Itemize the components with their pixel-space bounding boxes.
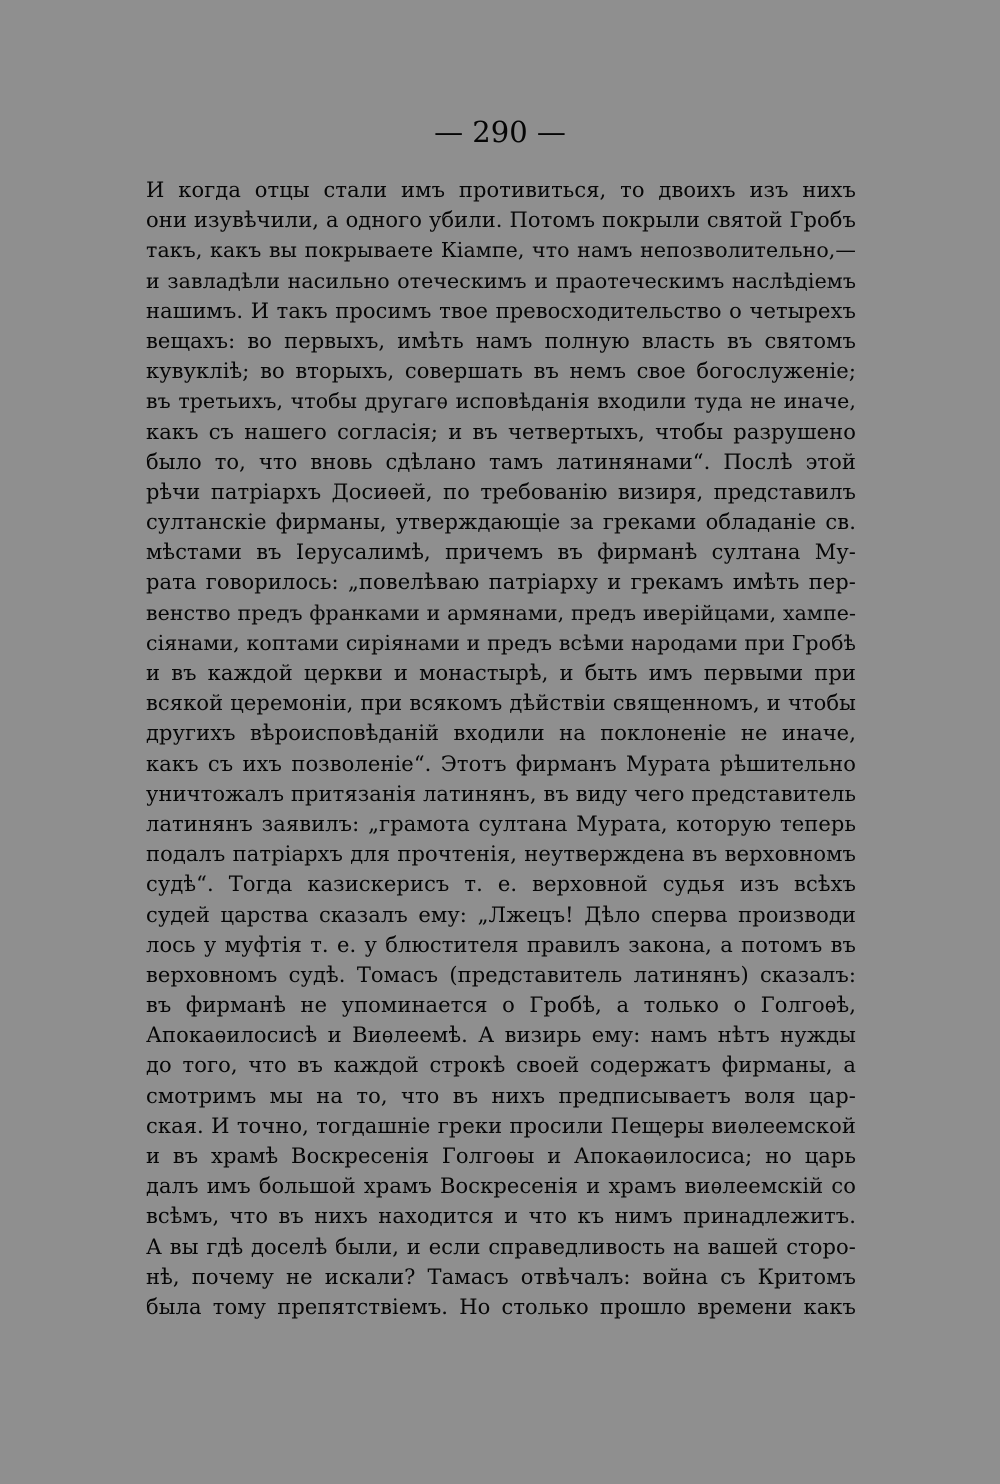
- text-line: Апокаѳилосисѣ и Виѳлеемѣ. А визирь ему: намъ нѣтъ нужды: [146, 1023, 856, 1048]
- text-line: была тому препятствіемъ. Но столько прошло времени какъ: [146, 1294, 856, 1319]
- text-line: султанскіе фирманы, утверждающіе за греками обладаніе св.: [146, 510, 856, 535]
- text-line: И когда отцы стали имъ противиться, то двоихъ изъ нихъ: [146, 178, 856, 202]
- text-line: мѣстами въ Іерусалимѣ, причемъ въ фирманѣ султана Му-: [146, 540, 856, 565]
- text-line: и въ храмѣ Воскресенія Голгоѳы и Апокаѳилосиса; но царь: [146, 1144, 856, 1168]
- text-line: далъ имъ большой храмъ Воскресенія и храмъ виѳлеемскій со: [146, 1174, 856, 1199]
- text-line: и въ каждой церкви и монастырѣ, и быть имъ первыми при: [146, 661, 856, 685]
- text-line: другихъ вѣроисповѣданій входили на поклоненіе не иначе,: [146, 721, 856, 746]
- text-line: рѣчи патріархъ Досиѳей, по требованію визиря, представилъ: [146, 479, 856, 504]
- text-line: сіянами, коптами сиріянами и предъ всѣми народами при Гробѣ: [146, 630, 856, 655]
- text-line: всѣмъ, что въ нихъ находится и что къ нимъ принадлежитъ.: [146, 1204, 856, 1229]
- text-line: кувуклiѣ; во вторыхъ, совершать въ немъ свое богослуженіе;: [146, 359, 856, 384]
- body-text: [146, 175, 856, 1322]
- text-line: верховномъ судѣ. Томасъ (представитель латинянъ) сказалъ:: [146, 962, 856, 987]
- text-line: нашимъ. И такъ просимъ твое превосходительство о четырехъ: [146, 298, 856, 323]
- text-line: всякой церемоніи, при всякомъ дѣйствіи священномъ, и чтобы: [146, 691, 856, 716]
- text-line: и завладѣли насильно отеческимъ и праотеческимъ наслѣдіемъ: [146, 268, 856, 293]
- text-line: лось у муфтія т. е. у блюстителя правилъ закона, а потомъ въ: [146, 932, 856, 957]
- text-line: судей царства сказалъ ему: „Лжецъ! Дѣло сперва производи: [146, 902, 856, 927]
- text-line: въ третьихъ, чтобы другагѳ исповѣданія входили туда не иначе,: [146, 389, 856, 414]
- text-line: ская. И точно, тогдашніе греки просили Пещеры виѳлеемской: [146, 1113, 856, 1138]
- text-line: въ фирманѣ не упоминается о Гробѣ, а только о Голгоѳѣ,: [146, 993, 856, 1018]
- text-line: подалъ патріархъ для прочтенія, неутверждена въ верховномъ: [146, 842, 856, 867]
- text-line: латинянъ заявилъ: „грамота султана Мурата, которую теперь: [146, 811, 856, 836]
- text-line: судѣ“. Тогда казискерисъ т. е. верховной судья изъ всѣхъ: [146, 872, 856, 897]
- text-line: до того, что въ каждой строкѣ своей содержатъ фирманы, а: [146, 1053, 856, 1078]
- text-line: А вы гдѣ доселѣ были, и если справедливость на вашей сторо-: [146, 1234, 856, 1259]
- text-line: нѣ, почему не искали? Тамасъ отвѣчалъ: война съ Критомъ: [146, 1264, 856, 1289]
- text-line: какъ съ нашего согласія; и въ четвертыхъ, чтобы разрушено: [146, 419, 856, 444]
- text-line: вещахъ: во первыхъ, имѣть намъ полную власть въ святомъ: [146, 328, 856, 353]
- text-line: было то, что вновь сдѣлано тамъ латинянами“. Послѣ этой: [146, 449, 856, 474]
- text-line: такъ, какъ вы покрываете Кіампе, что намъ непозволительно,—: [146, 238, 856, 263]
- text-line: венство предъ франками и армянами, предъ иверійцами, хампе-: [146, 600, 856, 625]
- text-line: уничтожалъ притязанія латинянъ, въ виду чего представитель: [146, 781, 856, 806]
- text-line: рата говорилось: „повелѣваю патріарху и грекамъ имѣть пер-: [146, 570, 856, 595]
- text-line: какъ съ ихъ позволеніе“. Этотъ фирманъ Мурата рѣшительно: [146, 751, 856, 776]
- text-line: они изувѣчили, а одного убили. Потомъ покрыли святой Гробъ: [146, 208, 856, 233]
- page-number: — 290 —: [434, 115, 566, 149]
- text-line: смотримъ мы на то, что въ нихъ предписываетъ воля цар-: [146, 1083, 856, 1108]
